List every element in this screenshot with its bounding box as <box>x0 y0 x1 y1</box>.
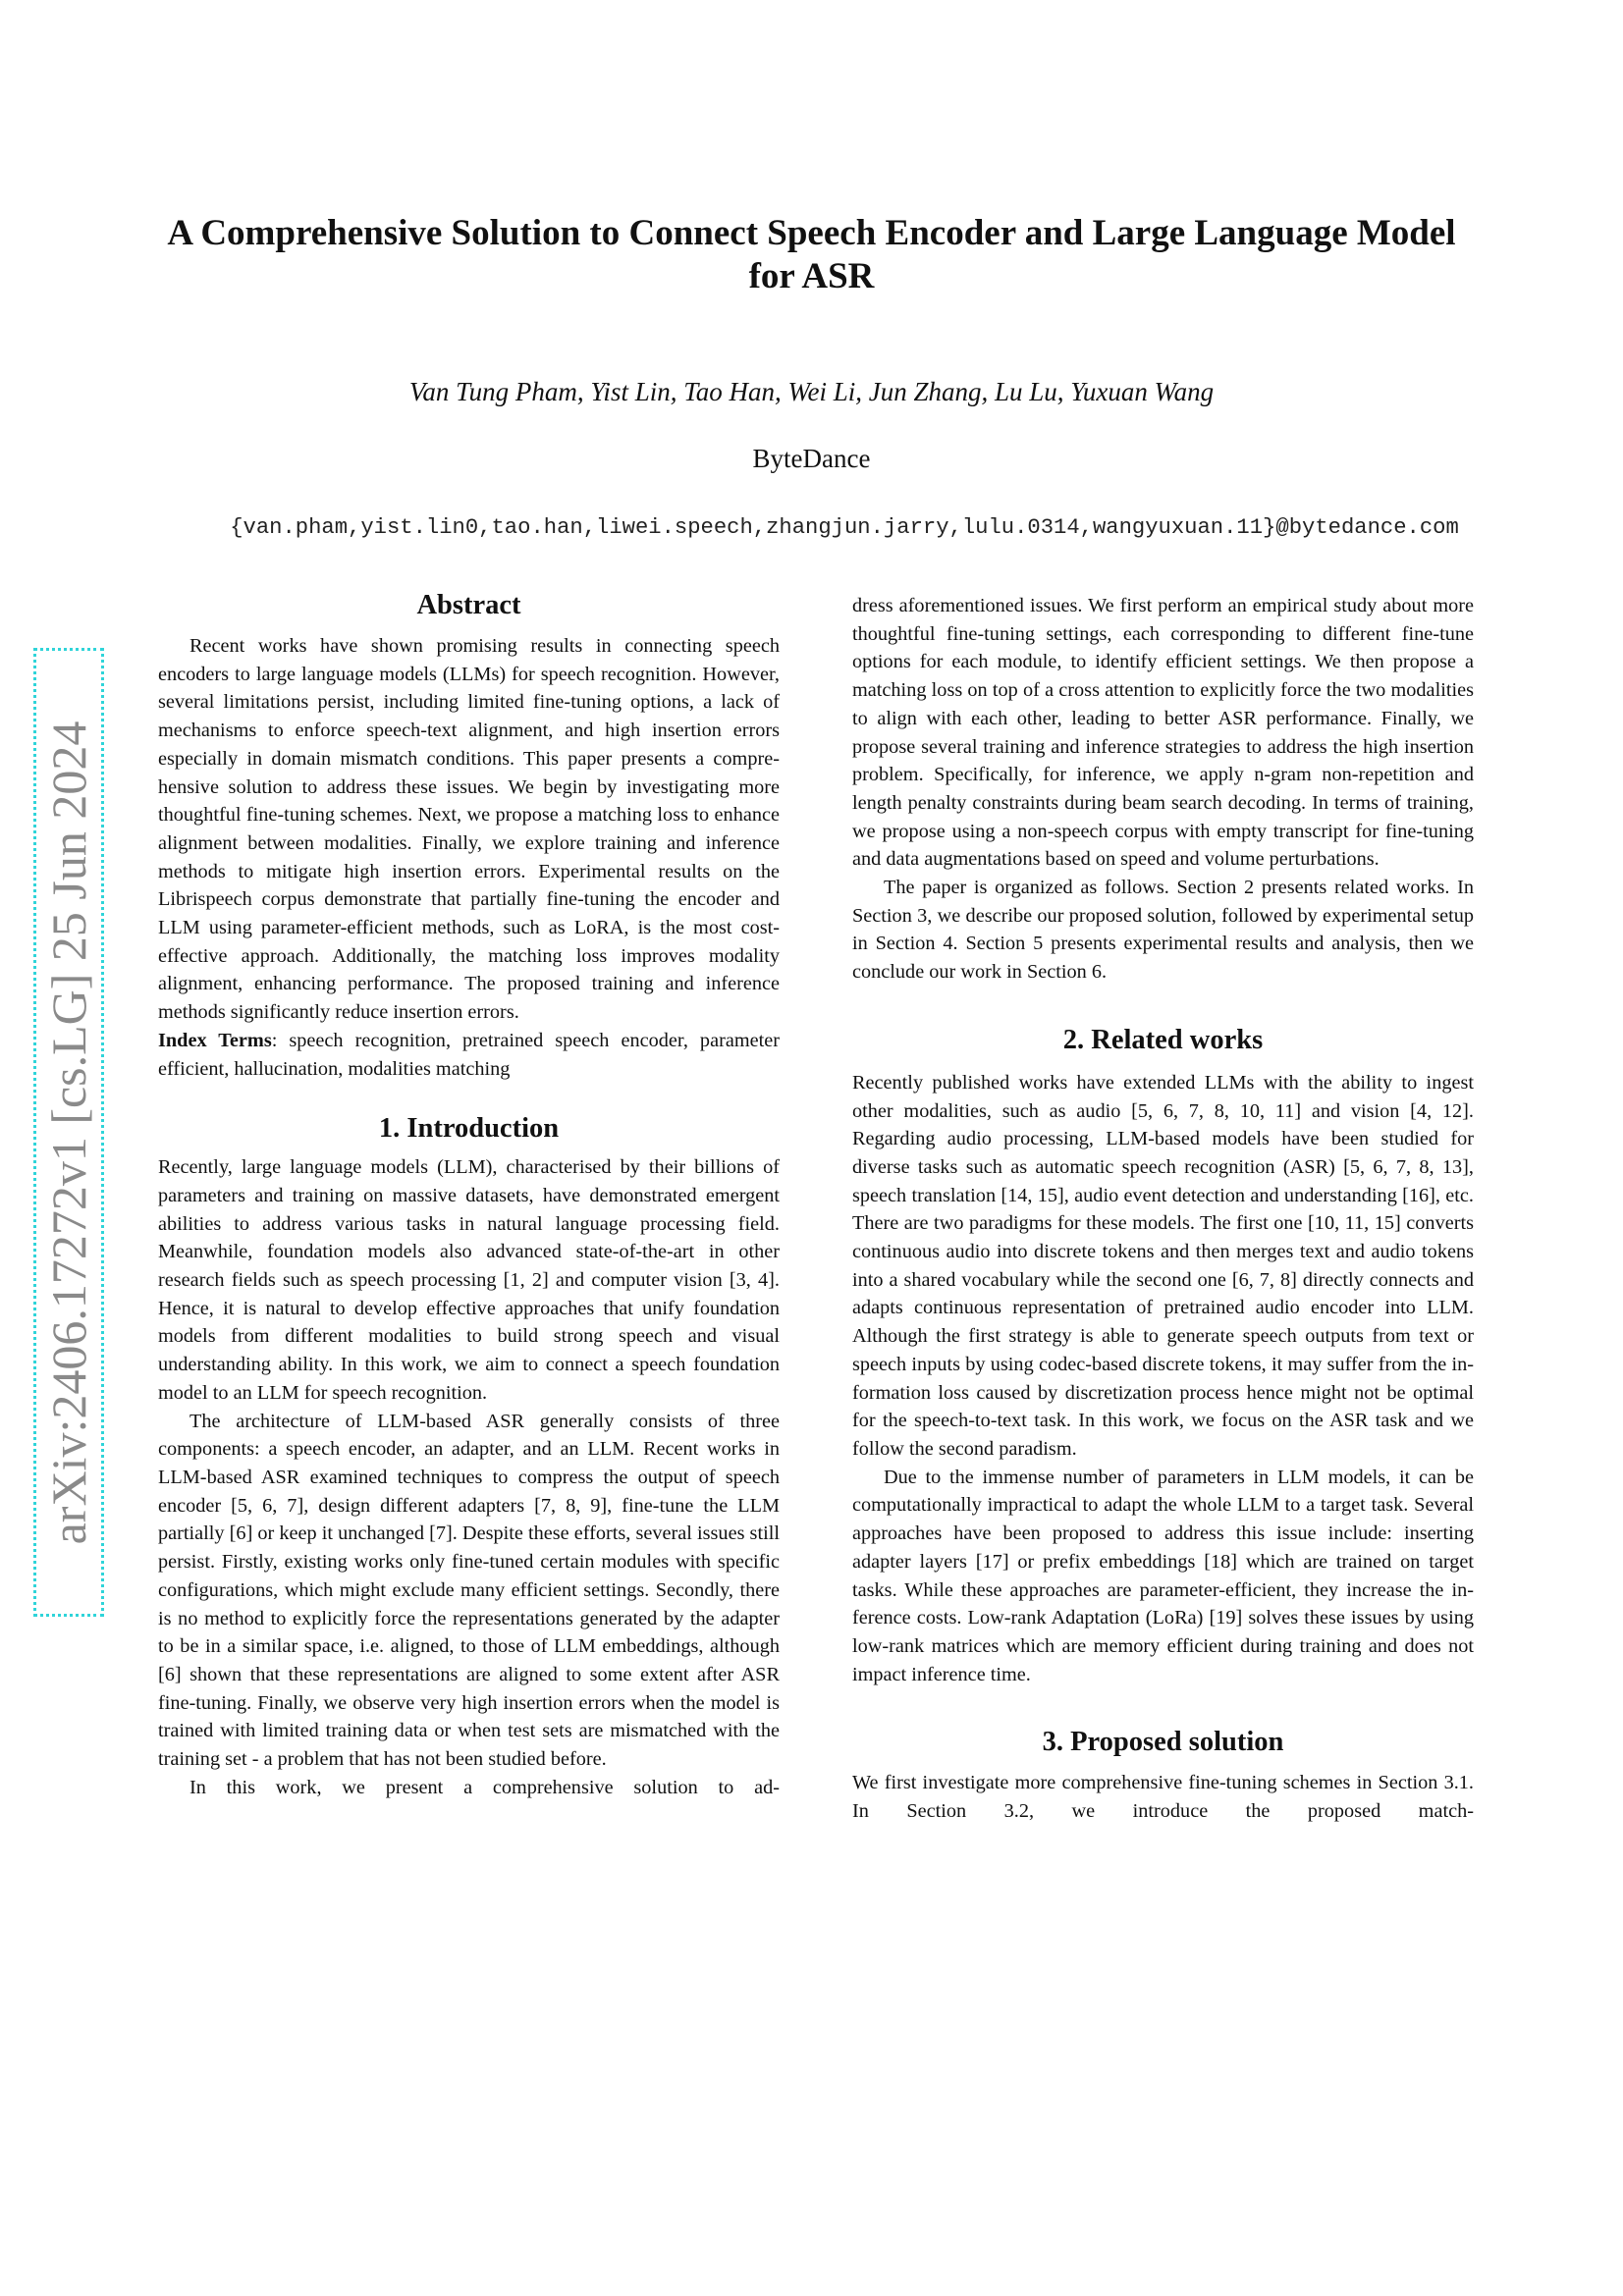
abstract-body: Recent works have shown promising results in connecting speech encoders to large language models (LLMs) for speech recognition. However, several limitations persist, including limited fine-tuning options, a lack of mechanisms to enforce speech-text alignment, and high insertion errors especially in domain mismatch conditions. This paper presents a comprehensive solution to address these issues. We begin by investigating more thoughtful fine-tuning schemes. Next, we propose a matching loss to enhance alignment between modalities. Finally, we explore training and inference methods to mitigate high insertion errors. Experimental results on the Librispeech corpus demonstrate that partially fine-tuning the encoder and LLM using parameter-efficient methods, such as LoRA, is the most cost-effective approach. Additionally, the matching loss improves modality alignment, enhancing performance. The proposed training and inference methods significantly reduce insertion errors. <box>158 635 780 1024</box>
section-heading-introduction: 1. Introduction <box>378 1113 560 1145</box>
intro-paragraph-3-continued: dress aforementioned issues. We first perform an empirical study about more thoughtful fine-tuning settings, each corresponding to different fine-tune options for each module, to identify efficient settings. We then propose a matching loss on top of a cross attention to explicitly force the two modalities to align with each other, leading to better ASR performance. Finally, we propose several training and inference strategies to address the high insertion problem. Specifically, for inference, we apply n-gram non-repetition and length penalty constraints during beam search decoding. In terms of training, we propose using a non-speech corpus with empty transcript for fine-tuning and data augmentations based on speed and volume perturbations. <box>852 595 1474 871</box>
author-emails: {van.pham,yist.lin0,tao.han,liwei.speech,zhangjun.jarry,lulu.0314,wangyuxuan.11}@bytedance.com <box>230 515 1459 540</box>
right-column <box>852 592 1474 1826</box>
paper-title: A Comprehensive Solution to Connect Speech Encoder and Large Language Model for ASR <box>167 213 1456 296</box>
author-list: Van Tung Pham, Yist Lin, Tao Han, Wei Li, Jun Zhang, Lu Lu, Yuxuan Wang <box>408 377 1215 406</box>
affiliation: ByteDance <box>752 444 871 473</box>
intro-paragraph-1: Recently, large language models (LLM), characterised by their billions of parameters and training on massive datasets, have demonstrated emergent abilities to address various tasks in natural language processing field. Meanwhile, foundation models also advanced state-of-the-art in other research fields such as speech processing [1, 2] and computer vision [3, 4]. Hence, it is natural to develop effective approaches that unify foundation models from different modalities to build strong speech and visual understanding ability. In this work, we aim to connect a speech foundation model to an LLM for speech recognition. <box>158 1156 780 1404</box>
arxiv-identifier: arXiv:2406.17272v1 [cs.LG] 25 Jun 2024 <box>41 721 96 1544</box>
abstract-heading: Abstract <box>416 590 521 620</box>
arxiv-stamp <box>33 648 104 1617</box>
intro-paragraph-4: The paper is organized as follows. Section 2 presents related works. In Section 3, we describe our proposed solution, followed by experimental setup in Section 4. Section 5 presents experimental results and analysis, then we conclude our work in Section 6. <box>852 877 1474 984</box>
index-terms-values: : speech recognition, pretrained speech encoder, parameter efficient, hallucination, modalities matching <box>158 1029 780 1080</box>
section-heading-proposed-solution: 3. Proposed solution <box>1042 1727 1284 1758</box>
index-terms-label: Index Terms <box>158 1029 272 1051</box>
proposed-paragraph-1: We first investigate more comprehensive fine-tuning schemes in Section 3.1. In Section 3.2, we introduce the proposed match- <box>852 1772 1474 1823</box>
related-paragraph-2: Due to the immense number of parameters in LLM models, it can be computationally impractical to adapt the whole LLM to a target task. Several approaches have been proposed to address this issue include: inserting adapter layers [17] or prefix embeddings [18] which are trained on target tasks. While these approaches are parameter-efficient, they increase the inference costs. Low-rank Adaptation (LoRa) [19] solves these issues by using low-rank matrices which are memory efficient during training and does not impact inference time. <box>852 1466 1474 1685</box>
index-terms <box>158 1027 780 1083</box>
intro-paragraph-2: The architecture of LLM-based ASR generally consists of three components: a speech encoder, an adapter, and an LLM. Recent works in LLM-based ASR examined techniques to compress the output of speech encoder [5, 6, 7], design different adapters [7, 8, 9], fine-tune the LLM partially [6] or keep it unchanged [7]. Despite these efforts, several issues still persist. Firstly, existing works only fine-tuned certain modules with specific configurations, which might exclude many efficient settings. Secondly, there is no method to explicitly force the representations generated by the adapter to be in a similar space, i.e. aligned, to those of LLM embeddings, although [6] shown that these representations are aligned to some extent after ASR fine-tuning. Finally, we observe very high insertion errors when the model is trained with limited training data or when test sets are mismatched with the training set - a problem that has not been studied before. <box>158 1410 780 1771</box>
section-heading-related-works: 2. Related works <box>1062 1024 1264 1055</box>
related-paragraph-1: Recently published works have extended LLMs with the ability to ingest other modalities, such as audio [5, 6, 7, 8, 10, 11] and vision [4, 12]. Regarding audio processing, LLM-based models have been studied for diverse tasks such as automatic speech recognition (ASR) [5, 6, 7, 8, 13], speech translation [14, 15], audio event detection and understanding [16], etc. There are two paradigms for these models. The first one [10, 11, 15] converts continuous audio into discrete tokens and then merges text and audio tokens into a shared vocabulary while the second one [6, 7, 8] directly connects and adapts continuous representation of pretrained audio encoder into LLM. Although the first strategy is able to generate speech outputs from text or speech inputs by using codec-based discrete tokens, it may suffer from the information loss caused by discretization process hence might not be optimal for the speech-to-text task. In this work, we focus on the ASR task and we follow the second paradism. <box>852 1071 1474 1460</box>
left-column <box>158 589 780 1801</box>
intro-paragraph-3-start: In this work, we present a comprehensive solution to ad- <box>189 1776 780 1798</box>
